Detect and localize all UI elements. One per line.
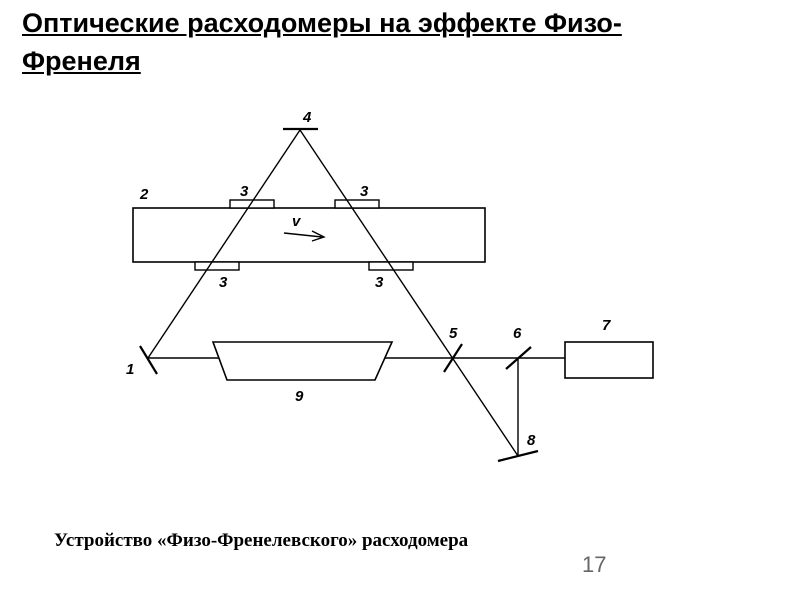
label-3-top-right: 3 [360,183,369,200]
window-bottom-left [195,262,239,270]
compensator [213,342,392,380]
label-8: 8 [527,432,536,449]
label-velocity: v [292,213,301,230]
label-6: 6 [513,325,522,342]
label-7: 7 [602,317,611,334]
label-5: 5 [449,325,458,342]
slide-title-line-1: Оптические расходомеры на эффекте Физо- [22,8,622,38]
label-2: 2 [140,186,149,203]
slide-title-line-2: Френеля [22,46,141,76]
label-3-bottom-right: 3 [375,274,384,291]
label-9: 9 [295,388,304,405]
label-3-top-left: 3 [240,183,249,200]
label-3-bottom-left: 3 [219,274,228,291]
label-1: 1 [126,361,135,378]
page-number: 17 [582,552,607,577]
diagram-caption: Устройство «Физо-Френелевского» расходомера [54,530,469,551]
label-4: 4 [303,109,312,126]
window-top-right [335,200,379,208]
mirror-1 [140,346,157,374]
detector-box [565,342,653,378]
beam-right [300,130,518,456]
